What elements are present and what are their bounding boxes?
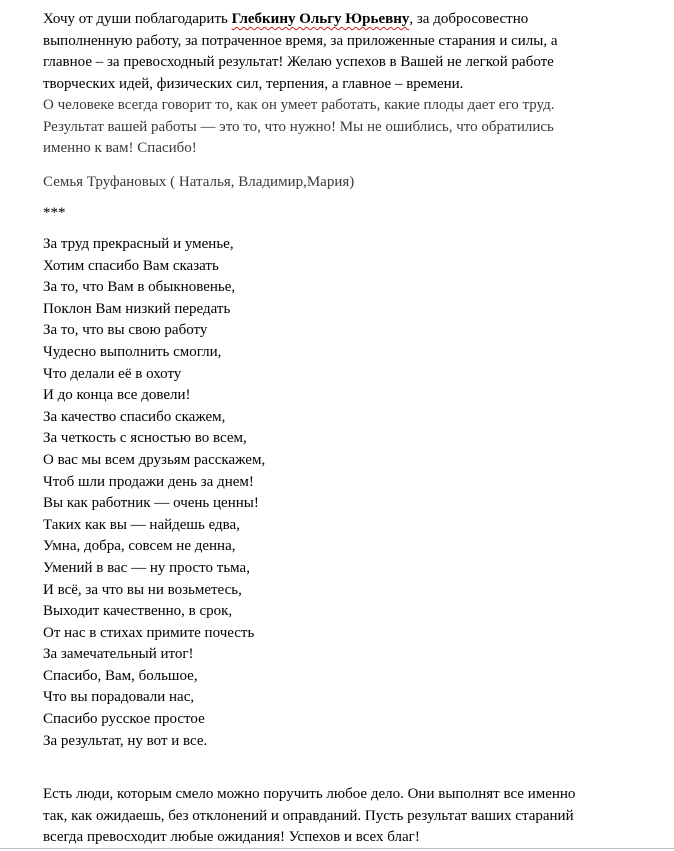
poem-line: За результат, ну вот и все.: [43, 732, 208, 749]
poem-line: О вас мы всем друзьям расскажем,: [43, 451, 266, 468]
intro-line-1: [43, 9, 666, 31]
poem-line: Что делали её в охоту: [43, 365, 182, 382]
about-line-1: О человеке всегда говорит то, как он умеет работать, какие плоды дает его труд.: [43, 97, 555, 113]
poem-line: За то, что вы свою работу: [43, 322, 208, 339]
poem: [43, 234, 666, 752]
closing-paragraph: [43, 784, 666, 849]
closing-line-1: Есть люди, которым смело можно поручить любое дело. Они выполнят все именно: [43, 786, 576, 802]
closing-line-2: так, как ожидаешь, без отклонений и оправданий. Пусть результат ваших стараний: [43, 807, 574, 824]
poem-line: За замечательный итог!: [43, 646, 194, 663]
poem-line: Умений в вас — ну просто тьма,: [43, 559, 250, 576]
intro-line-2: выполненную работу, за потраченное время, за приложенные старания и силы, а: [43, 32, 558, 49]
poem-line: Спасибо русское простое: [43, 711, 205, 728]
poem-line: За труд прекрасный и уменье,: [43, 236, 234, 252]
intro-text-end: , за добросовестно: [409, 11, 529, 27]
about-line-3: именно к вам! Спасибо!: [43, 140, 197, 156]
intro-line-4: творческих идей, физических сил, терпения, а главное – времени.: [43, 75, 464, 92]
poem-line: Выходит качественно, в срок,: [43, 603, 233, 620]
separator: ***: [43, 205, 66, 221]
closing-line-3: всегда превосходит любые ожидания! Успехов и всех благ!: [43, 829, 420, 845]
poem-line: Хотим спасибо Вам сказать: [43, 257, 219, 274]
intro-text-start: Хочу от души поблагодарить: [43, 11, 232, 27]
intro-line-3: главное – за превосходный результат! Желаю успехов в Вашей не легкой работе: [43, 54, 554, 70]
poem-line: За качество спасибо скажем,: [43, 408, 226, 425]
poem-line: Вы как работник — очень ценны!: [43, 495, 259, 512]
poem-line: Поклон Вам низкий передать: [43, 300, 231, 317]
intro-paragraph: [43, 9, 666, 95]
poem-line: От нас в стихах примите почесть: [43, 624, 255, 641]
poem-line: Что вы порадовали нас,: [43, 689, 195, 706]
poem-line: За то, что Вам в обыкновенье,: [43, 279, 236, 296]
about-line-2: Результат вашей работы — это то, что нужно! Мы не ошиблись, что обратились: [43, 118, 554, 135]
poem-line: За четкость с ясностью во всем,: [43, 430, 247, 447]
poem-line: Чтоб шли продажи день за днем!: [43, 473, 254, 490]
signature: Семья Труфановых ( Наталья, Владимир,Мария): [43, 174, 355, 190]
page-bottom-edge: [0, 848, 674, 849]
poem-line: И до конца все довели!: [43, 387, 191, 404]
poem-line: Умна, добра, совсем не денна,: [43, 538, 236, 555]
recipient-name: Глебкину Ольгу Юрьевну: [231, 11, 410, 27]
poem-line: Таких как вы — найдешь едва,: [43, 516, 240, 533]
poem-line: И всё, за что вы ни возьметесь,: [43, 581, 242, 598]
poem-line: Чудесно выполнить смогли,: [43, 343, 222, 360]
about-paragraph: [43, 95, 666, 160]
poem-line: Спасибо, Вам, большое,: [43, 667, 198, 684]
